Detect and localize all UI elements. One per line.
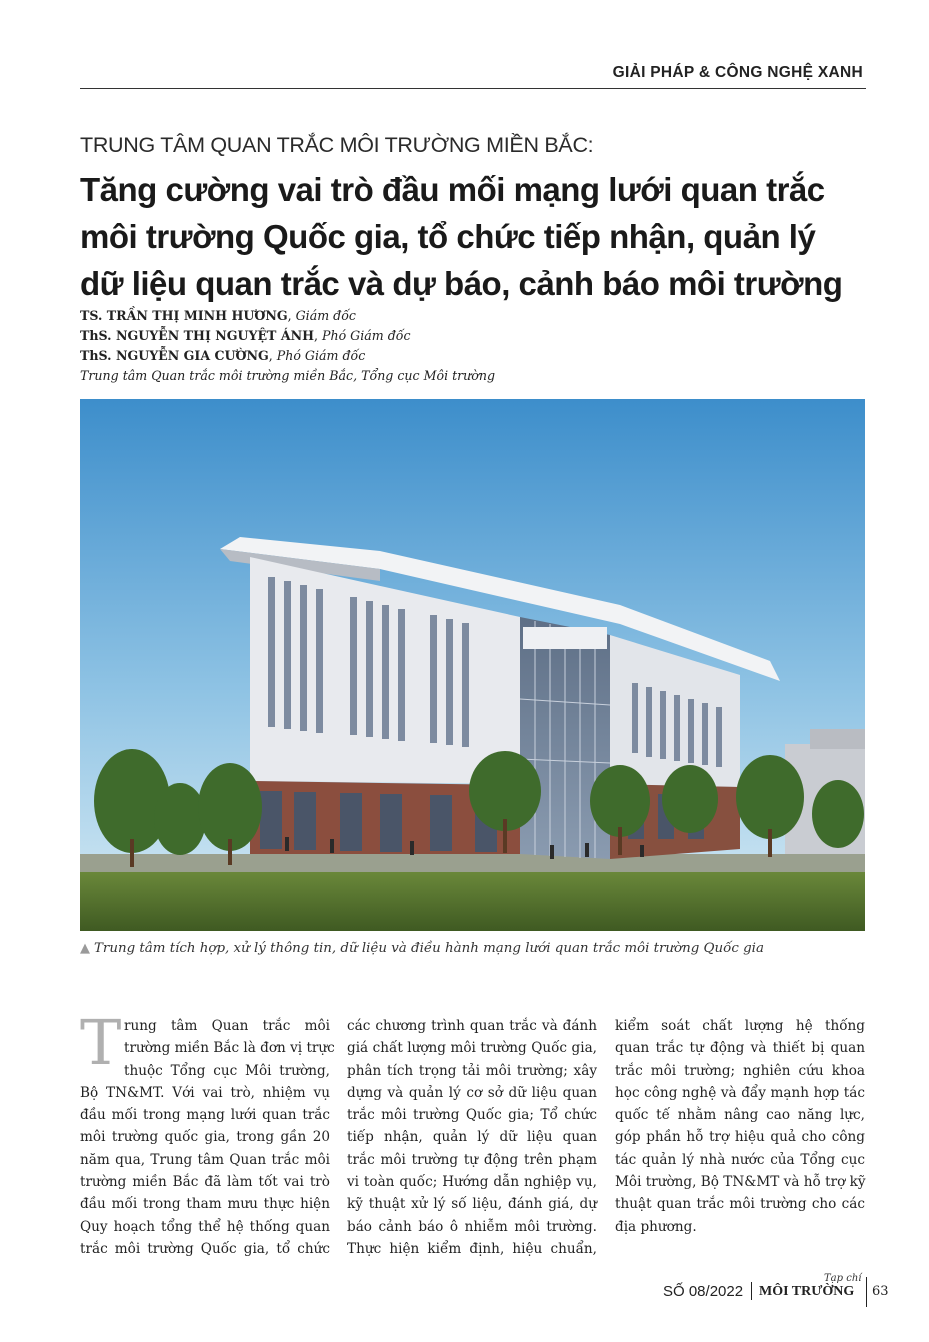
- title-line: dữ liệu quan trắc và dự báo, cảnh báo môi trường: [80, 265, 843, 302]
- photo-caption: ▲ Trung tâm tích hợp, xử lý thông tin, dữ liệu và điều hành mạng lưới quan trắc môi trường Quốc gia: [80, 941, 764, 956]
- author-name: TS. TRẦN THỊ MINH HƯƠNG: [80, 308, 288, 323]
- author-role: Giám đốc: [295, 308, 356, 323]
- body-line: Môi trường, Bộ TN&MT và hỗ trợ kỹ: [615, 1174, 866, 1191]
- body-line: trắc môi trường Quốc gia; Tổ chức: [347, 1107, 597, 1124]
- body-line: trường miền Bắc là đơn vị trực: [124, 1040, 335, 1057]
- author-list: [80, 306, 495, 386]
- footer-magazine-prefix: Tạp chí: [824, 1273, 862, 1284]
- body-line: trắc môi trường tự động trên phạm: [347, 1151, 597, 1168]
- body-line: thuật quan trắc môi trường cho các: [615, 1196, 865, 1213]
- body-line: kỹ thuật xử lý số liệu, đánh giá, dự: [347, 1196, 597, 1213]
- body-line: phân tích trọng tải môi trường; xây: [347, 1062, 597, 1079]
- body-line: tác quản lý nhà nước của Tổng cục: [615, 1151, 865, 1168]
- footer-divider: [866, 1277, 867, 1307]
- title-line: Tăng cường vai trò đầu mối mạng lưới quan trắc: [80, 171, 825, 208]
- body-line: địa phương.: [615, 1218, 697, 1235]
- footer-divider: [751, 1282, 752, 1300]
- body-line: thuộc Tổng cục Môi trường,: [124, 1062, 330, 1079]
- page-number: 63: [872, 1284, 889, 1299]
- body-line: giá chất lượng môi trường Quốc gia,: [347, 1040, 597, 1057]
- body-line: quốc tế nhằm nâng cao năng lực,: [615, 1107, 865, 1124]
- body-line: góp phần hỗ trợ hiệu quả cho công: [615, 1129, 865, 1146]
- author-line: ThS. NGUYỄN THỊ NGUYỆT ÁNH, Phó Giám đốc: [80, 328, 411, 343]
- building-photo: [80, 399, 865, 931]
- body-line: quan trắc tự động và thiết bị quan: [615, 1040, 865, 1057]
- body-column-2: [347, 1015, 597, 1260]
- body-line: báo cảnh báo ô nhiễm môi trường.: [347, 1218, 597, 1235]
- body-line: năm qua, Trung tâm Quan trắc môi: [80, 1151, 330, 1168]
- body-line: trắc môi trường Quốc gia, tổ chức: [80, 1240, 330, 1257]
- body-line: Quy hoạch tổng thể hệ thống quan: [80, 1218, 330, 1235]
- triangle-icon: ▲: [80, 941, 90, 956]
- body-line: môi trường quốc gia, trong gần 20: [80, 1129, 330, 1146]
- body-column-1: [80, 1015, 335, 1260]
- section-label: GIẢI PHÁP & CÔNG NGHỆ XANH: [612, 64, 863, 81]
- body-line: tiếp nhận, quản lý dữ liệu quan: [347, 1129, 597, 1146]
- author-name: ThS. NGUYỄN GIA CƯỜNG: [80, 348, 269, 363]
- body-line: đầu mối trong mạng lưới quan trắc: [80, 1107, 330, 1124]
- footer-issue: SỐ 08/2022: [663, 1283, 744, 1300]
- body-line: học công nghệ và đẩy mạnh hợp tác: [615, 1084, 865, 1101]
- body-line: vi toàn quốc; Hướng dẫn nghiệp vụ,: [347, 1174, 597, 1191]
- author-name: ThS. NGUYỄN THỊ NGUYỆT ÁNH: [80, 328, 314, 343]
- body-line: Thực hiện kiểm định, hiệu chuẩn,: [347, 1240, 597, 1257]
- body-line: dựng và quản lý cơ sở dữ liệu quan: [347, 1084, 597, 1101]
- body-line: các chương trình quan trắc và đánh: [347, 1018, 597, 1034]
- author-line: ThS. NGUYỄN GIA CƯỜNG, Phó Giám đốc: [80, 348, 366, 363]
- body-line: trường miền Bắc đã làm tốt vai trò: [80, 1174, 330, 1191]
- article-kicker: TRUNG TÂM QUAN TRẮC MÔI TRƯỜNG MIỀN BẮC:: [80, 133, 594, 157]
- body-line: trắc môi trường; nghiên cứu khoa: [615, 1062, 865, 1079]
- footer-magazine-name: MÔI TRƯỜNG: [759, 1284, 855, 1299]
- drop-cap: T: [80, 1006, 122, 1079]
- body-line: đầu mối trong tham mưu thực hiện: [80, 1196, 330, 1213]
- body-line: rung tâm Quan trắc môi: [124, 1018, 330, 1034]
- header-rule: [80, 88, 866, 89]
- author-role: Phó Giám đốc: [276, 348, 366, 363]
- body-line: kiểm soát chất lượng hệ thống: [615, 1018, 865, 1034]
- author-line: TS. TRẦN THỊ MINH HƯƠNG, Giám đốc: [80, 308, 356, 323]
- article-title: [80, 166, 880, 307]
- body-line: Bộ TN&MT. Với vai trò, nhiệm vụ: [80, 1084, 330, 1101]
- title-line: môi trường Quốc gia, tổ chức tiếp nhận, quản lý: [80, 218, 816, 255]
- author-role: Phó Giám đốc: [322, 328, 411, 343]
- author-affiliation: Trung tâm Quan trắc môi trường miền Bắc, Tổng cục Môi trường: [80, 368, 496, 383]
- body-column-3: [615, 1015, 865, 1238]
